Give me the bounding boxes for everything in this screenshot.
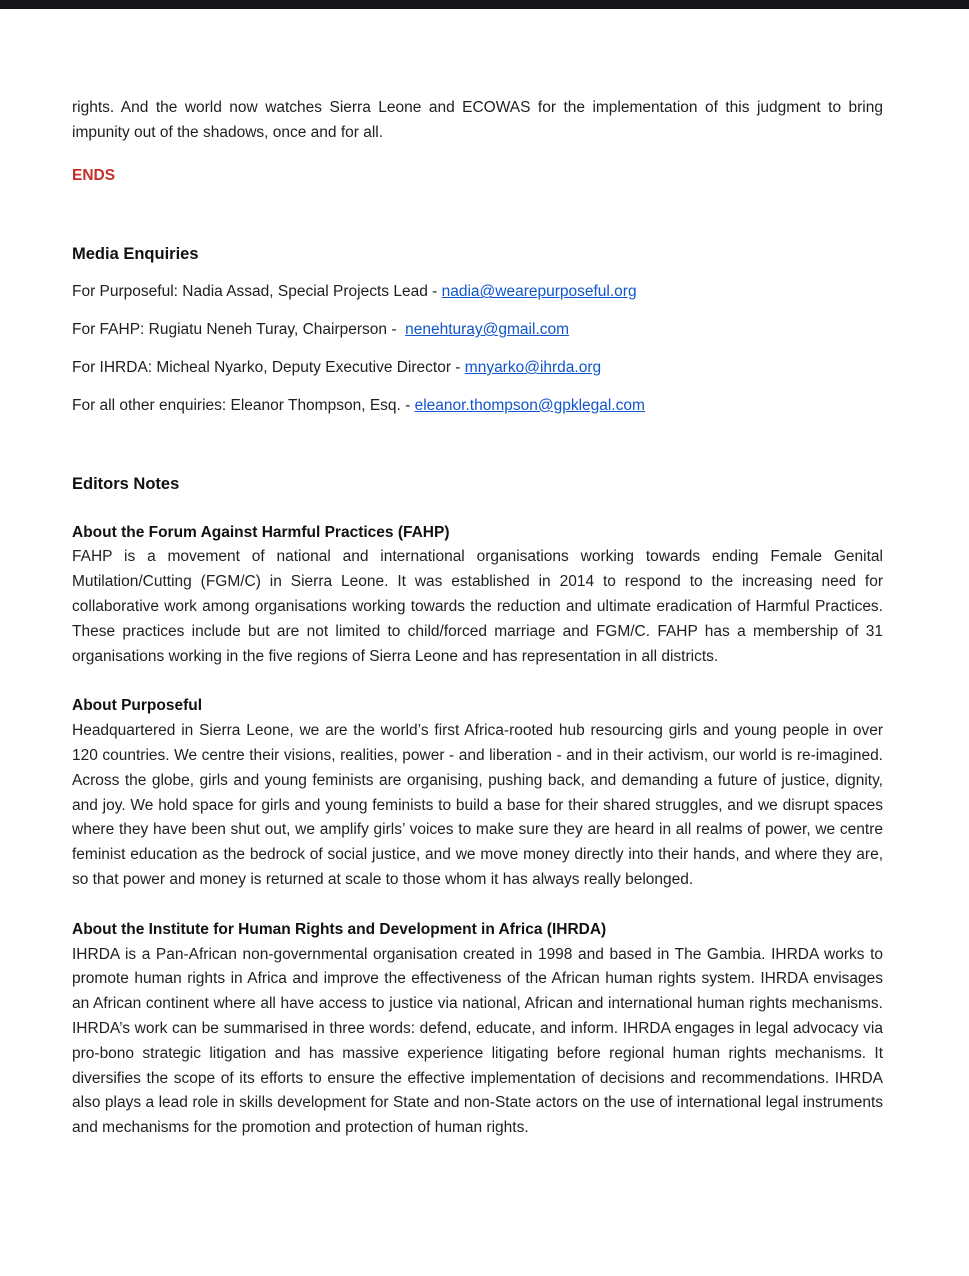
contact-line-fahp xyxy=(72,318,883,343)
about-ihrda-heading: About the Institute for Human Rights and Development in Africa (IHRDA) xyxy=(72,920,607,938)
ends-marker: ENDS xyxy=(72,166,116,184)
email-link-ihrda[interactable]: mnyarko@ihrda.org xyxy=(464,358,602,376)
document-page xyxy=(0,9,969,1181)
contact-line-ihrda xyxy=(72,356,883,381)
contact-prefix: For FAHP: Rugiatu Neneh Turay, Chairperson - xyxy=(72,321,406,339)
contact-prefix: For all other enquiries: Eleanor Thompson, Esq. - xyxy=(72,396,415,414)
contact-prefix: For Purposeful: Nadia Assad, Special Projects Lead - xyxy=(72,283,442,301)
window-top-bar xyxy=(0,0,969,9)
about-fahp-heading: About the Forum Against Harmful Practices (FAHP) xyxy=(72,523,450,541)
media-enquiries-heading: Media Enquiries xyxy=(72,245,199,264)
about-ihrda-paragraph: IHRDA is a Pan-African non-governmental organisation created in 1998 and based in The Gambia. IHRDA works to promote human rights in Africa and improve the effectiveness of the African human rights system. IHRDA envisages an African continent where all have access to justice via national, African and international human rights mechanisms. IHRDA’s work can be summarised in three words: defend, educate, and inform. IHRDA engages in legal advocacy via pro-bono strategic litigation and has massive experience litigating before regional human rights mechanisms. It diversifies the scope of its efforts to ensure the effective implementation of decisions and recommendations. IHRDA also plays a lead role in skills development for State and non-State actors on the use of international legal instruments and mechanisms for the promotion and protection of human rights. xyxy=(72,945,883,1137)
contact-line-other xyxy=(72,394,883,419)
contact-prefix: For IHRDA: Micheal Nyarko, Deputy Executive Director - xyxy=(72,358,465,376)
about-purposeful-paragraph: Headquartered in Sierra Leone, we are the world’s first Africa-rooted hub resourcing girls and young people in over 120 countries. We centre their visions, realities, power - and liberation - and in their activism, our world is re-imagined. Across the globe, girls and young feminists are organising, pushing back, and demanding a future of justice, dignity, and joy. We hold space for girls and young feminists to build a base for their shared struggles, and we disrupt spaces where they have been shut out, we amplify girls’ voices to make sure they are heard in all realms of power, we centre feminist education as the bedrock of social justice, and we move money directly into their hands, and where they are, so that power and money is returned at scale to those whom it has always really belonged. xyxy=(72,722,883,888)
about-fahp-paragraph: FAHP is a movement of national and international organisations working towards ending Female Genital Mutilation/Cutting (FGM/C) in Sierra Leone. It was established in 2014 to respond to the increasing need for collaborative work among organisations working towards the reduction and ultimate eradication of Harmful Practices. These practices include but are not limited to child/forced marriage and FGM/C. FAHP has a membership of 31 organisations working in the five regions of Sierra Leone and has representation in all districts. xyxy=(72,548,883,665)
email-link-other[interactable]: eleanor.thompson@gpklegal.com xyxy=(414,396,645,414)
editors-notes-heading: Editors Notes xyxy=(72,474,180,493)
email-link-fahp[interactable]: nenehturay@gmail.com xyxy=(405,321,570,339)
closing-paragraph: rights. And the world now watches Sierra Leone and ECOWAS for the implementation of this judgment to bring impunity out of the shadows, once and for all. xyxy=(72,99,883,141)
email-link-purposeful[interactable]: nadia@wearepurposeful.org xyxy=(441,283,637,301)
contact-line-purposeful xyxy=(72,280,883,305)
about-purposeful-heading: About Purposeful xyxy=(72,697,203,715)
